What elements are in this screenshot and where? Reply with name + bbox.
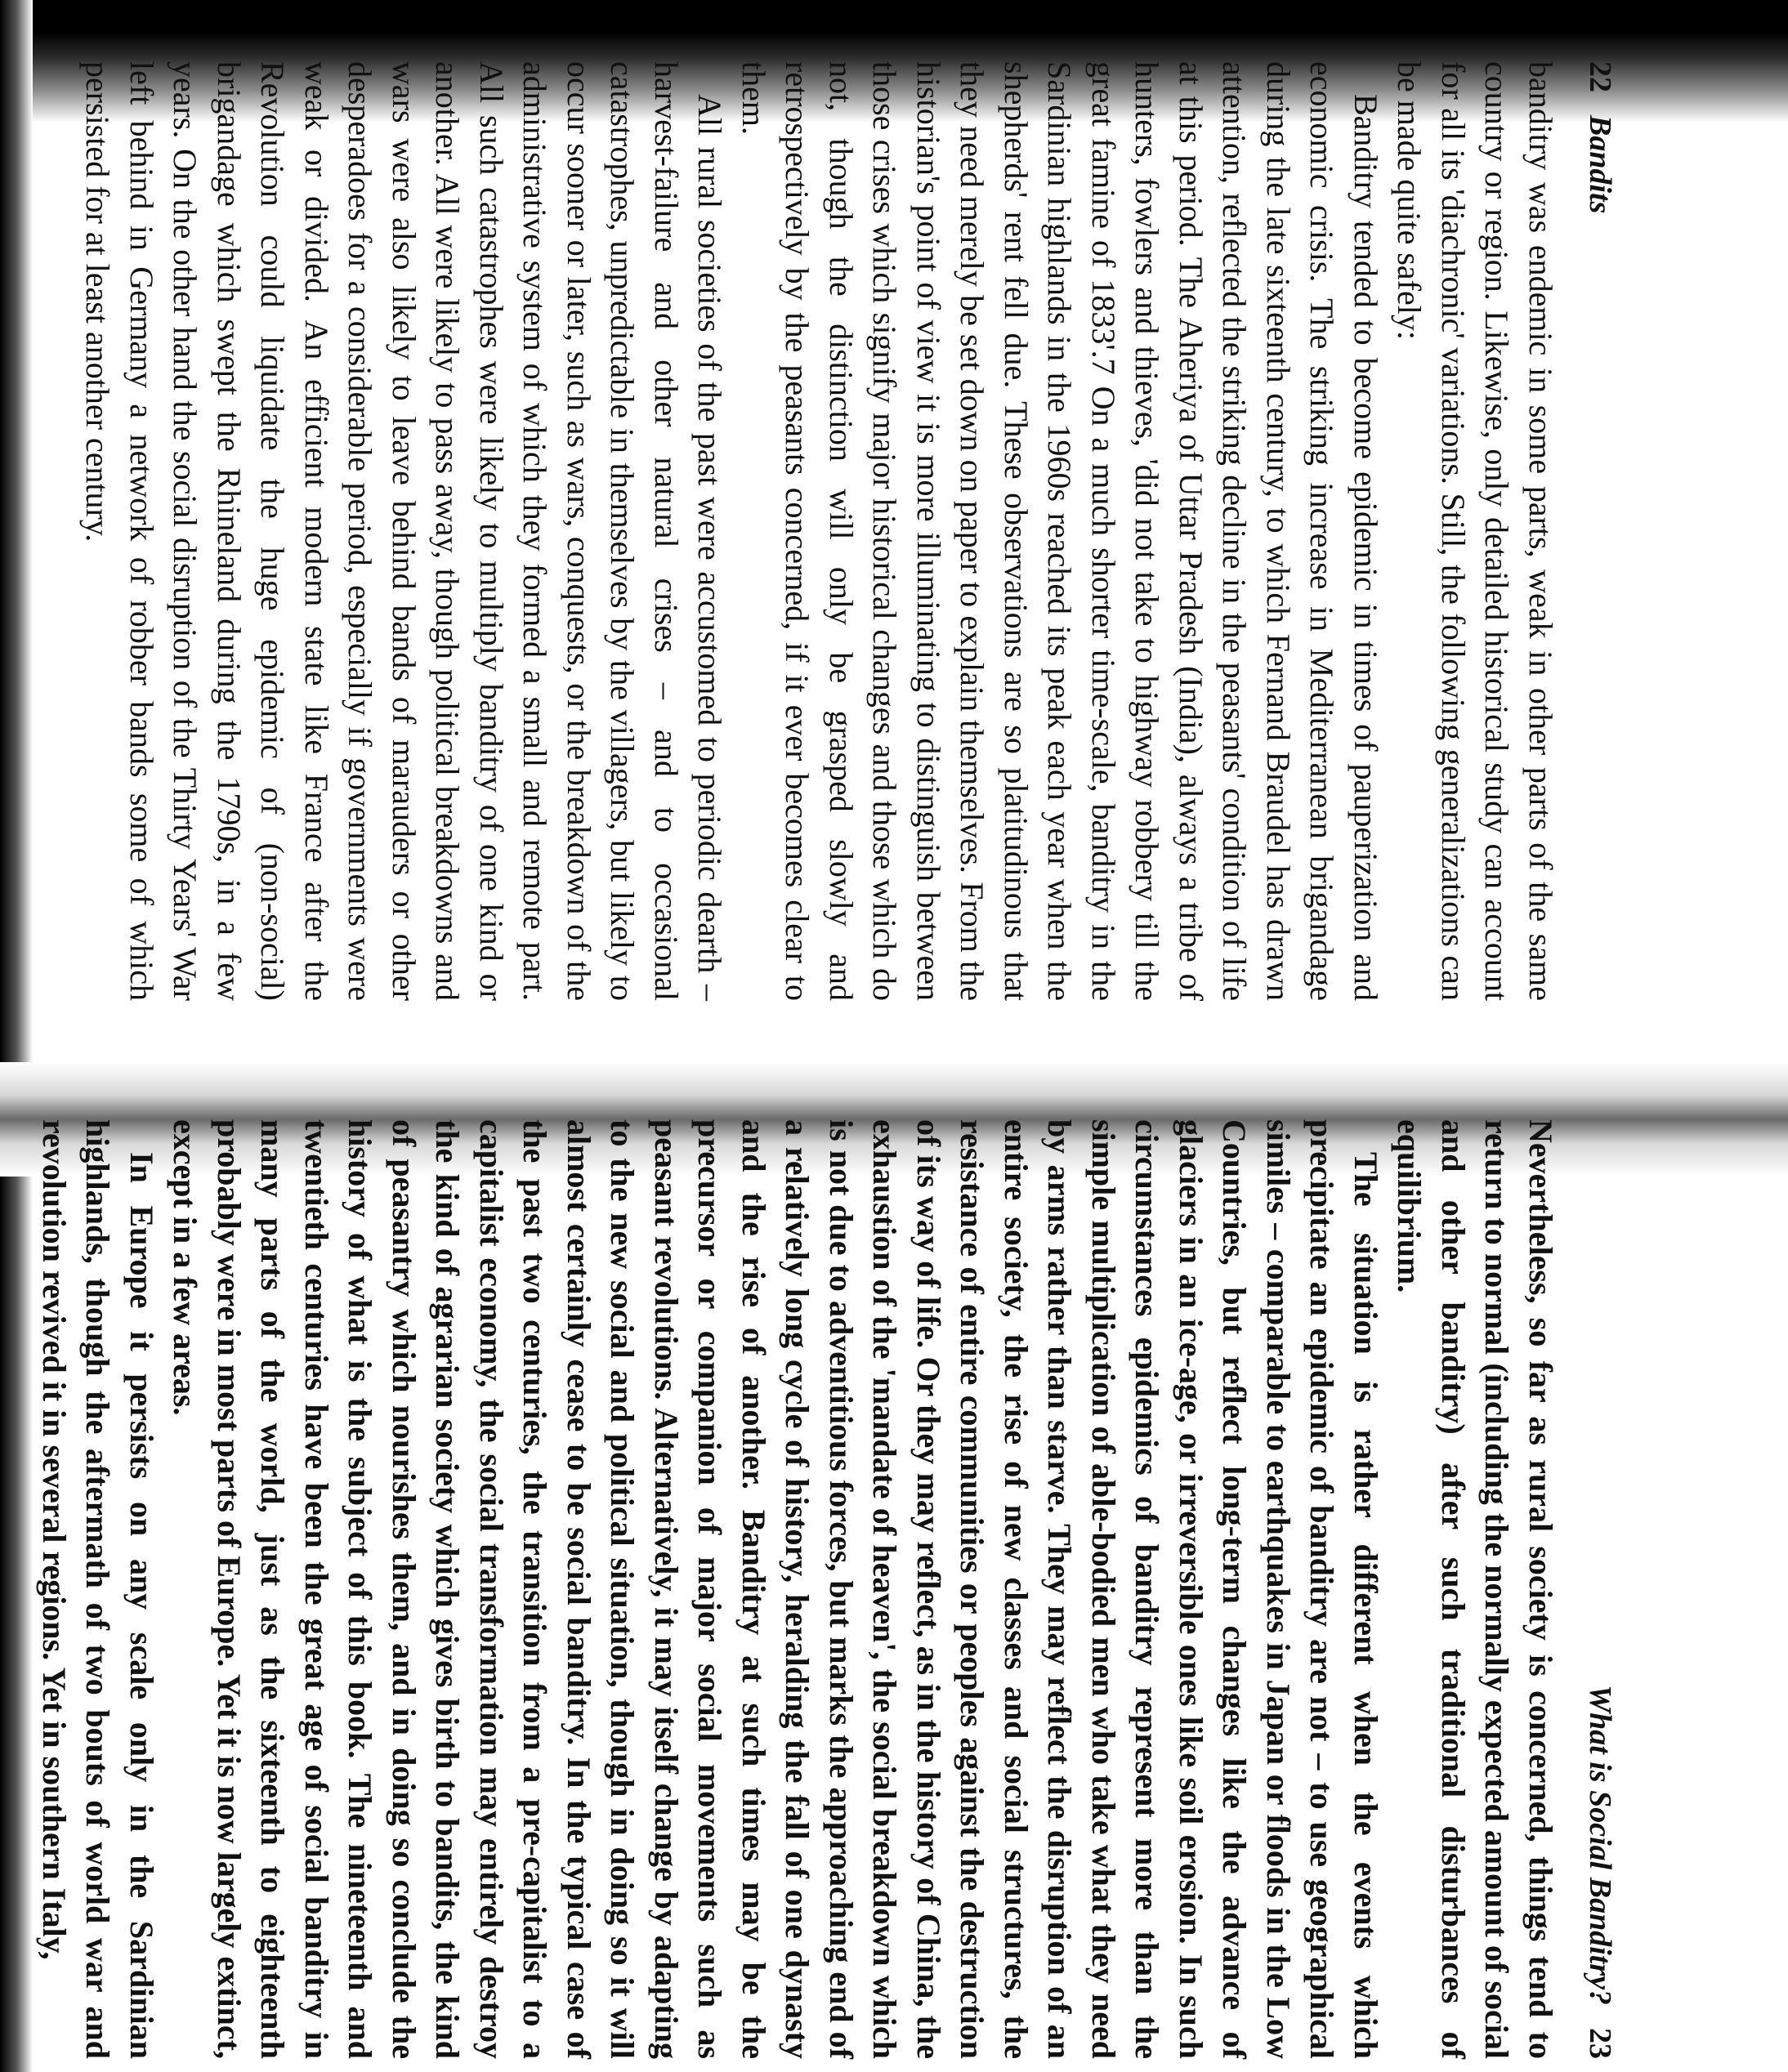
left-page-body [76, 61, 1562, 1001]
right-page-body [33, 1119, 1563, 2059]
paragraph: Banditry tended to become epidemic in times of pauperization and economic crisis. The striking increase in Mediterranean brigandage during the late sixteenth century, to which Fernand Braudel has drawn attention, reflected the striking decline in the peasants' condition of life at this period. The Aheriya of Uttar Pradesh (India), always a tribe of hunters, fowlers and thieves, 'did not take to highway robbery till the great famine of 1833'.7 On a much shorter time-scale, banditry in the Sardinian highlands in the 1960s reached its peak each year when the shepherds' rent fell due. These observations are so platitudinous that they need merely be set down on paper to explain themselves. From the historian's point of view it is more illuminating to distinguish between those crises which signify major historical changes and those which do not, though the distinction will only be grasped slowly and retrospectively by the peasants concerned, if it ever becomes clear to them. [735, 61, 1384, 1001]
left-running-head [1577, 61, 1621, 1001]
left-page [79, 61, 1621, 1001]
paragraph: All rural societies of the past were accustomed to periodic dearth – harvest-failure and other natural crises – and to occasional catastrophes, unpredictable in themselves by the villagers, but likely to occur sooner or later, such as wars, conquests, or the breakdown of the administrative system of which they formed a small and remote part. All such catastrophes were likely to multiply banditry of one kind or another. All were likely to pass away, though political breakdowns and wars were also likely to leave behind bands of marauders or other desperadoes for a considerable period, especially if governments were weak or divided. An efficient modern state like France after the Revolution could liquidate the huge epidemic of (non-social) brigandage which swept the Rhineland during the 1790s, in a few years. On the other hand the social disruption of the Thirty Years' War left behind in Germany a network of robber bands some of which persisted for at least another century. [79, 61, 729, 1001]
paragraph: The situation is rather different when the events which precipitate an epidemic of banditry are not – to use geographical similes – comparable to earthquakes in Japan or floods in the Low Countries, but reflect long-term changes like the advance of glaciers in an ice-age, or irreversible ones like soil erosion. In such circumstances epidemics of banditry represent more than the simple multiplication of able-bodied men who take what they need by arms rather than starve. They may reflect the disruption of an entire society, the rise of new classes and social structures, the resistance of entire communities or peoples against the destruction of its way of life. Or they may reflect, as in the history of China, the exhaustion of the 'mandate of heaven', the social breakdown which is not due to adventitious forces, but marks the approaching end of a relatively long cycle of history, heralding the fall of one dynasty and the rise of another. Banditry at such times may be the precursor or companion of major social movements such as peasant revolutions. Alternatively, it may itself change by adapting to the new social and political situation, though in doing so it will almost certainly cease to be social banditry. In the typical case of the past two centuries, the transition from a pre-capitalist to a capitalist economy, the social transformation may entirely destroy the kind of agrarian society which gives birth to bandits, the kind of peasantry which nourishes them, and in doing so conclude the history of what is the subject of this book. The nineteenth and twentieth centuries have been the great age of social banditry in many parts of the world, just as the sixteenth to eighteenth probably were in most parts of Europe. Yet it is now largely extinct, except in a few areas. [167, 1119, 1384, 2059]
scan-edge-left [0, 0, 33, 2072]
paragraph: In Europe it persists on any scale only in the Sardinian highlands, though the aftermath of two bouts of world war and revolution revived it in several regions. Yet in southern Italy, [36, 1119, 160, 2059]
right-page [36, 1119, 1621, 2059]
right-running-title: What is Social Banditry? [1583, 1685, 1617, 2005]
right-running-head [1577, 1119, 1621, 2059]
paragraph: Nevertheless, so far as rural society is concerned, things tend to return to normal (including the normally expected amount of social and other banditry) after such traditional disturbances of equilibrium. [1391, 1119, 1559, 2059]
paragraph: banditry was endemic in some parts, weak in other parts of the same country or region. Likewise, only detailed historical study can account for all its 'diachronic' variations. Still, the following generalizations can be made quite safely: [1391, 61, 1559, 1001]
right-page-number: 23 [1583, 2028, 1617, 2059]
left-running-title: Bandits [1583, 115, 1617, 214]
left-page-number: 22 [1583, 61, 1617, 92]
